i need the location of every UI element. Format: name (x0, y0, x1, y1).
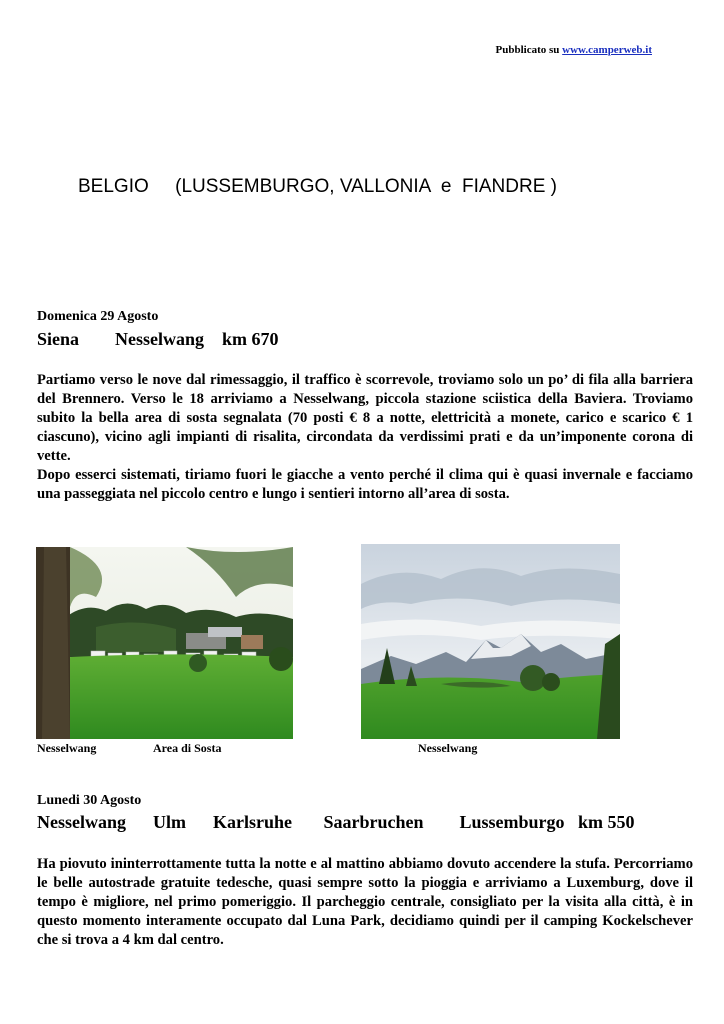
caption-left-subject: Area di Sosta (153, 741, 222, 755)
day2-paragraph: Ha piovuto ininterrottamente tutta la notte e al mattino abbiamo dovuto accendere la stufa. Percorriamo le belle autostrade gratuite tedesche, quasi sempre sotto la pioggia e arriviamo a Luxemburg, dove il tempo è migliore, nel primo pomeriggio. Il parcheggio centrale, consigliato per la visita alla città, è in questo momento interamente occupato dal Luna Park, decidiamo quindi per il camping Kockelschever che si trova a 4 km dal centro. (37, 856, 693, 948)
day2-date: Lunedi 30 Agosto (37, 793, 142, 808)
day1-route: Siena Nesselwang km 670 (37, 329, 279, 349)
published-prefix: Pubblicato su (495, 44, 563, 56)
site-link[interactable]: www.camperweb.it (562, 44, 652, 56)
day1-paragraph-2: Dopo esserci sistemati, tiriamo fuori le giacche a vento perché il clima qui è quasi invernale e facciamo una passeggiata nel piccolo centro e lungo i sentieri intorno all’area di sosta. (37, 467, 693, 502)
day1-date: Domenica 29 Agosto (37, 309, 159, 324)
day2-text (37, 855, 693, 950)
caption-right: Nesselwang (418, 741, 478, 755)
published-note (496, 44, 652, 56)
day1-text (37, 371, 693, 504)
photo-nesselwang-mountains (361, 544, 620, 739)
photo-area-di-sosta (36, 547, 293, 739)
caption-left-place: Nesselwang (37, 741, 97, 755)
day1-paragraph-1: Partiamo verso le nove dal rimessaggio, il traffico è scorrevole, troviamo solo un po’ di fila alla barriera del Brennero. Verso le 18 arriviamo a Nesselwang, piccola stazione sciistica della Baviera. Troviamo subito la bella area di sosta segnalata (70 posti € 8 a notte, elettricità a monete, carico e scarico € 1 ciascuno), vicino agli impianti di risalita, circondata da verdissimi prati e da un’imponente corona di vette. (37, 372, 693, 464)
page-title: BELGIO (LUSSEMBURGO, VALLONIA e FIANDRE ) (78, 176, 557, 197)
day2-route: Nesselwang Ulm Karlsruhe Saarbruchen Lussemburgo km 550 (37, 812, 635, 832)
